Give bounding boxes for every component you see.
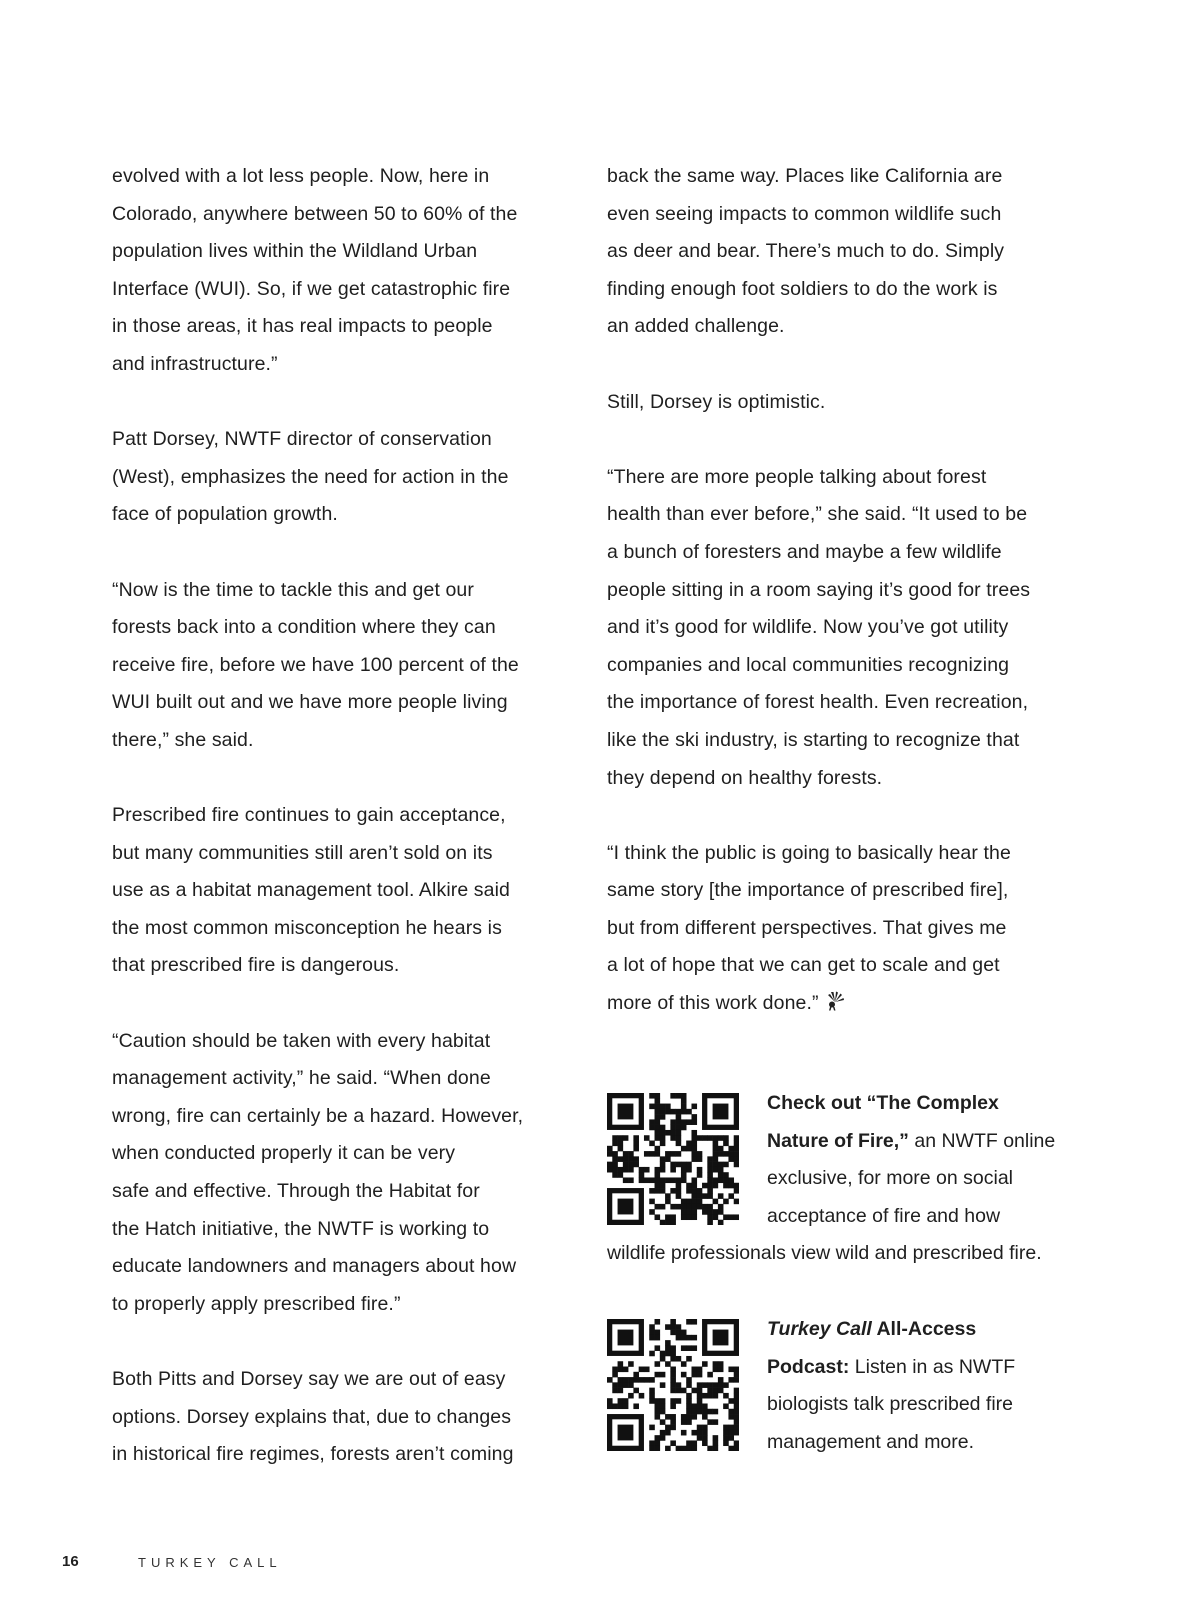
text-line: WUI built out and we have more people living (112, 691, 508, 714)
text-line: a lot of hope that we can get to scale and get (607, 954, 1000, 977)
text-line: educate landowners and managers about how (112, 1255, 517, 1278)
promo-heading: All-Access (871, 1318, 977, 1340)
left-column (112, 158, 557, 1474)
text-line: a bunch of foresters and maybe a few wildlife (607, 540, 1002, 563)
text-line: management activity,” he said. “When done (112, 1067, 491, 1090)
text-line: wildlife professionals view wild and prescribed fire. (607, 1242, 1042, 1264)
text-line: use as a habitat management tool. Alkire said (112, 879, 510, 902)
text-line: and infrastructure.” (112, 352, 278, 375)
text-line: “Now is the time to tackle this and get our (112, 578, 474, 601)
publication-name: Turkey Call (767, 1318, 872, 1340)
text-line: evolved with a lot less people. Now, here in (112, 165, 490, 187)
text-line: the importance of forest health. Even recreation, (607, 691, 1029, 714)
text-line: in those areas, it has real impacts to people (112, 315, 493, 338)
text-line: in historical fire regimes, forests aren’t coming (112, 1443, 514, 1466)
text-line: acceptance of fire and how (767, 1204, 1001, 1227)
text-line: “Caution should be taken with every habitat (112, 1029, 491, 1052)
text-line: face of population growth. (112, 503, 338, 526)
page-number: 16 (62, 1553, 79, 1570)
text-line: but from different perspectives. That gives me (607, 916, 1007, 939)
text-line: receive fire, before we have 100 percent of the (112, 653, 519, 676)
text-line: to properly apply prescribed fire.” (112, 1292, 401, 1315)
paragraph (607, 158, 1062, 346)
text-line: the Hatch initiative, the NWTF is working to (112, 1217, 490, 1240)
text-line: (West), emphasizes the need for action in the (112, 465, 509, 488)
text-line: Still, Dorsey is optimistic. (607, 390, 826, 413)
promo-text (767, 1085, 1055, 1235)
text-line: safe and effective. Through the Habitat for (112, 1180, 480, 1203)
text-line: Interface (WUI). So, if we get catastrophic fire (112, 277, 511, 300)
text-line: population lives within the Wildland Urban (112, 240, 478, 263)
text-line: management and more. (767, 1430, 975, 1453)
text-line: “I think the public is going to basically hear the (607, 841, 1011, 864)
paragraph (112, 797, 557, 985)
paragraph (112, 572, 557, 760)
qr-code[interactable] (607, 1319, 739, 1451)
promo-heading: Check out “The Complex (767, 1092, 999, 1114)
text-line: as deer and bear. There’s much to do. Simply (607, 240, 1005, 263)
text-run: Listen in as NWTF (849, 1355, 1016, 1378)
text-line: forests back into a condition where they can (112, 616, 496, 639)
text-line: like the ski industry, is starting to recognize that (607, 728, 1020, 751)
text-line: they depend on healthy forests. (607, 766, 883, 789)
text-line: wrong, fire can certainly be a hazard. However, (112, 1104, 524, 1127)
text-line: even seeing impacts to common wildlife such (607, 202, 1002, 225)
text-line: an added challenge. (607, 315, 785, 338)
text-line: when conducted properly it can be very (112, 1142, 456, 1165)
paragraph (112, 1361, 557, 1474)
text-line: companies and local communities recognizing (607, 653, 1010, 676)
text-line: finding enough foot soldiers to do the work is (607, 277, 998, 300)
text-line: “There are more people talking about forest (607, 465, 987, 488)
promo-text (767, 1311, 1015, 1461)
paragraph (607, 835, 1062, 1023)
text-line: back the same way. Places like California are (607, 165, 1003, 187)
text-line: Patt Dorsey, NWTF director of conservation (112, 428, 492, 451)
text-line: Both Pitts and Dorsey say we are out of easy (112, 1368, 506, 1390)
right-column (607, 158, 1062, 1023)
text-line (607, 985, 1062, 1023)
paragraph (112, 1023, 557, 1324)
paragraph (112, 421, 557, 534)
text-line: Prescribed fire continues to gain acceptance, (112, 804, 506, 827)
promo-heading: Podcast: (767, 1355, 850, 1378)
text-line: exclusive, for more on social (767, 1167, 1014, 1190)
turkey-end-mark-icon (825, 991, 845, 1011)
text-line: and it’s good for wildlife. Now you’ve got utility (607, 616, 1009, 639)
text-line: there,” she said. (112, 728, 254, 751)
text-line: that prescribed fire is dangerous. (112, 954, 400, 977)
text-run: more of this work done.” (607, 992, 819, 1015)
text-line: the most common misconception he hears is (112, 916, 502, 939)
promo-heading: Nature of Fire,” (767, 1129, 909, 1152)
magazine-name: TURKEY CALL (138, 1555, 282, 1570)
text-line: same story [the importance of prescribed fire], (607, 879, 1009, 902)
text-line: people sitting in a room saying it’s good for trees (607, 578, 1031, 601)
text-line: options. Dorsey explains that, due to changes (112, 1405, 512, 1428)
qr-code[interactable] (607, 1093, 739, 1225)
paragraph (607, 384, 1062, 422)
text-line: health than ever before,” she said. “It used to be (607, 503, 1028, 526)
text-run: an NWTF online (908, 1129, 1056, 1152)
paragraph (607, 459, 1062, 797)
text-line: Colorado, anywhere between 50 to 60% of the (112, 202, 518, 225)
text-line: biologists talk prescribed fire (767, 1393, 1014, 1416)
text-line: but many communities still aren’t sold on its (112, 841, 493, 864)
paragraph (112, 158, 557, 384)
